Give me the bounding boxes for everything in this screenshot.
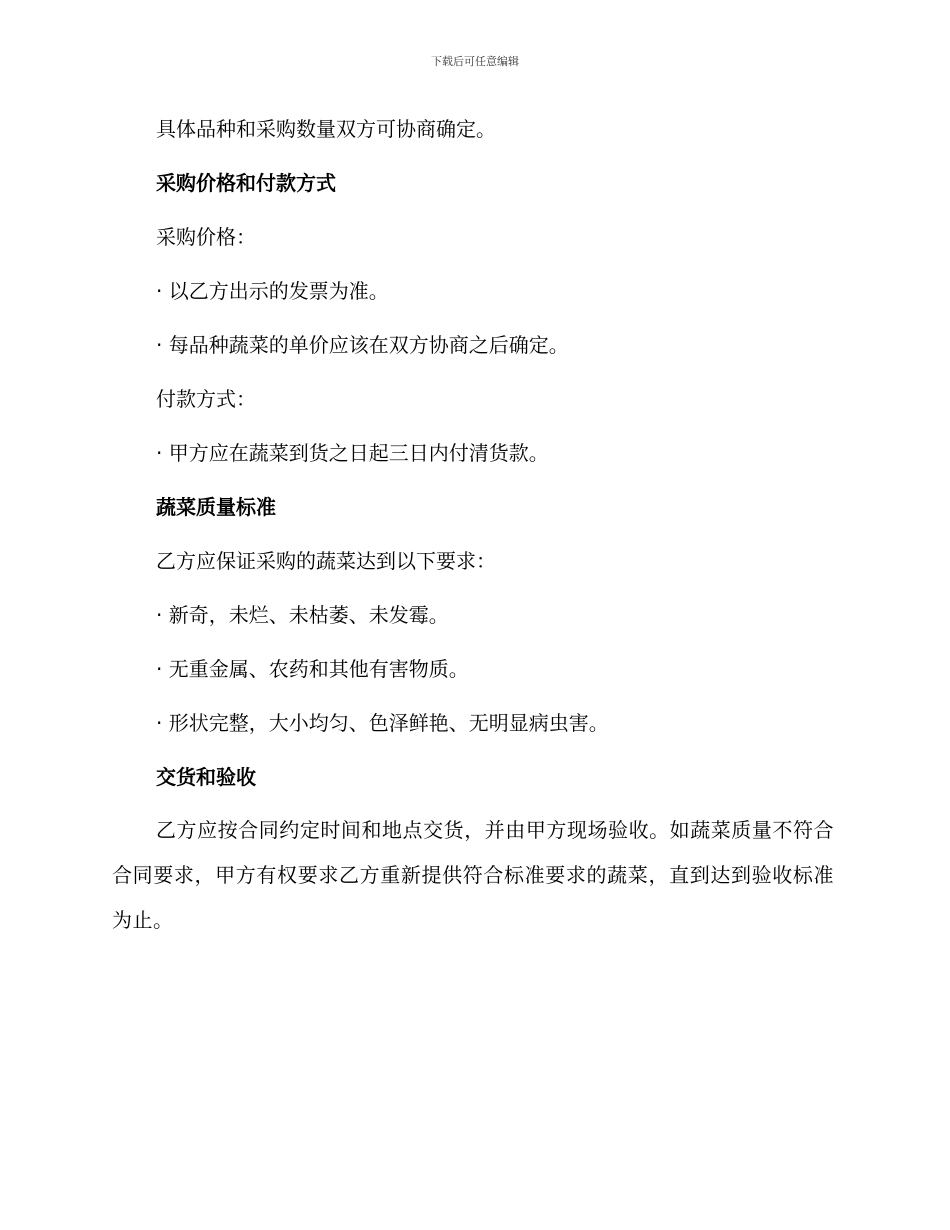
- section-heading-delivery: 交货和验收: [156, 765, 256, 789]
- delivery-paragraph: 乙方应按合同约定时间和地点交货，并由甲方现场验收。如蔬菜质量不符合合同要求，甲方有权要求乙方重新提供符合标准要求的蔬菜，直到达到验收标准为止。: [112, 818, 834, 932]
- quality-intro: 乙方应保证采购的蔬菜达到以下要求：: [156, 549, 496, 573]
- payment-label: 付款方式：: [156, 387, 256, 411]
- quality-bullet-shape: · 形状完整，大小均匀、色泽鲜艳、无明显病虫害。: [156, 711, 609, 735]
- intro-line: 具体品种和采购数量双方可协商确定。: [156, 117, 496, 141]
- price-bullet-invoice: · 以乙方出示的发票为准。: [156, 279, 389, 303]
- section-heading-quality: 蔬菜质量标准: [156, 495, 276, 519]
- quality-bullet-fresh: · 新奇，未烂、未枯萎、未发霉。: [156, 603, 449, 627]
- quality-bullet-no-harmful: · 无重金属、农药和其他有害物质。: [156, 657, 469, 681]
- page-header: 下载后可任意编辑: [431, 55, 519, 68]
- price-label: 采购价格：: [156, 225, 256, 249]
- payment-bullet-terms: · 甲方应在蔬菜到货之日起三日内付清货款。: [156, 441, 549, 465]
- section-heading-price-payment: 采购价格和付款方式: [156, 171, 336, 195]
- price-bullet-unit-price: · 每品种蔬菜的单价应该在双方协商之后确定。: [156, 333, 569, 357]
- document-body: [112, 114, 834, 943]
